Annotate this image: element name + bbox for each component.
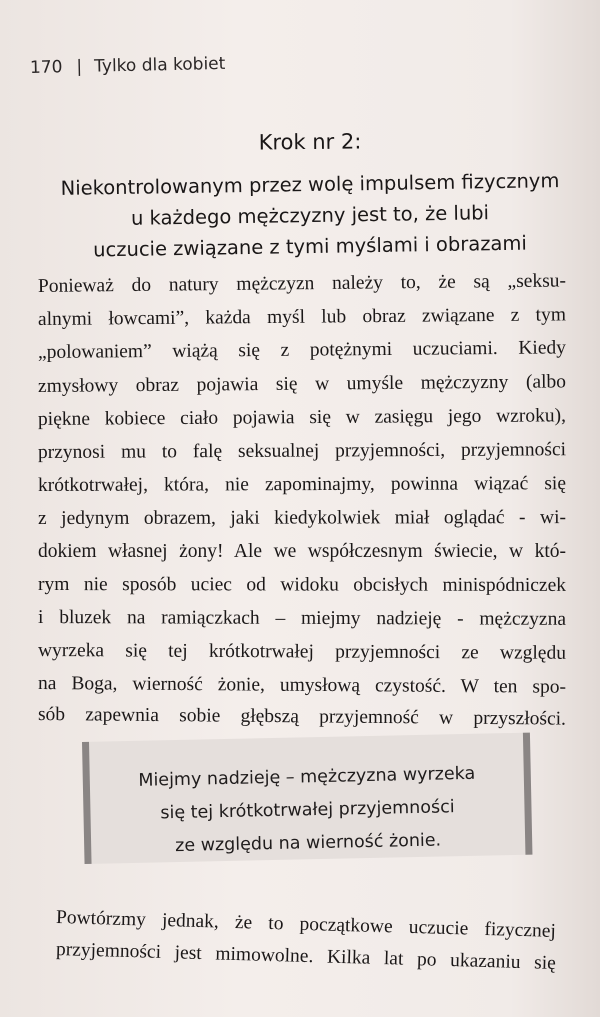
running-header <box>30 54 226 78</box>
body-text-line: zmysłowy obraz pojawia się w umyśle mężczyzny (albo <box>37 371 567 397</box>
body-text-line: Powtórzmy jednak, że to początkowe uczucie fizycznej <box>55 907 557 942</box>
body-text-line: „polowaniem” wiążą się z potężnymi uczuciami. Kiedy <box>37 337 567 363</box>
pull-quote-line: ze względu na wierność żonie. <box>174 830 442 857</box>
section-heading-line: u każdego mężczyzny jest to, że lubi <box>130 201 490 230</box>
body-text-line: sób zapewnia sobie głębszą przyjemność w przyszłości. <box>37 704 567 730</box>
header-separator: | <box>76 56 83 78</box>
body-text-line: wyrzeka się tej krótkotrwałej przyjemności ze względu <box>37 640 567 664</box>
pull-quote-left-bar <box>82 742 92 864</box>
body-text-line: alnymi łowcami”, każda myśl lub obraz związane z tym <box>37 304 567 330</box>
body-text-line: rym nie sposób uciec od widoku obcisłych minispódniczek <box>37 574 567 596</box>
body-text-line: krótkotrwałej, która, nie zapominajmy, powinna wiązać się <box>37 473 567 496</box>
section-heading-line: uczucie związane z tymi myślami i obrazami <box>92 231 527 262</box>
page-number: 170 <box>29 57 63 78</box>
body-text-line: z jedynym obrazem, jaki kiedykolwiek miał oglądać - wi- <box>37 507 567 529</box>
body-text-line: na Boga, wierność żonie, umysłową czystość. W ten spo- <box>37 673 567 698</box>
step-heading: Krok nr 2: <box>258 129 362 155</box>
pull-quote-right-bar <box>523 733 533 855</box>
running-title: Tylko dla kobiet <box>93 53 226 77</box>
body-text-line: przynosi mu to falę seksualnej przyjemności, przyjemności <box>37 439 567 463</box>
pull-quote-line: Miejmy nadzieję – mężczyzna wyrzeka <box>138 763 476 791</box>
pull-quote <box>82 733 532 864</box>
body-text-line: Ponieważ do natury mężczyzn należy to, że są „seksu- <box>37 270 567 297</box>
body-text-line: piękne kobiece ciało pojawia się w zasięgu jego wzroku), <box>37 405 567 430</box>
section-heading-line: Niekontrolowanym przez wolę impulsem fizycznym <box>60 169 560 200</box>
body-text-line: dokiem własnej żony! Ale we współczesnym świecie, w któ- <box>38 541 566 562</box>
body-text-line: i bluzek na ramiączkach – miejmy nadzieję - mężczyzna <box>37 607 567 630</box>
body-text-line: przyjemności jest mimowolne. Kilka lat po ukazaniu się <box>55 939 557 974</box>
pull-quote-line: się tej krótkotrwałej przyjemności <box>160 797 455 824</box>
